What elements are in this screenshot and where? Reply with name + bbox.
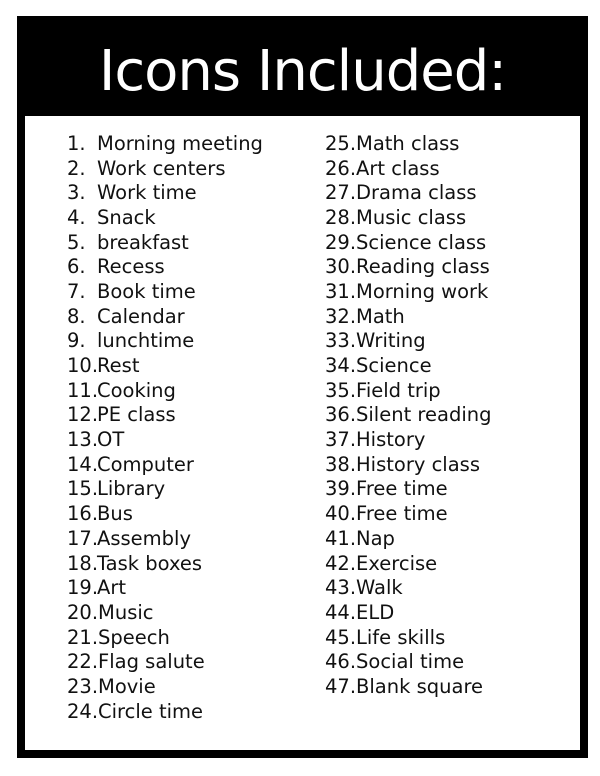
list-item-number: 7. xyxy=(67,279,86,303)
list-item-number: 8. xyxy=(67,304,86,328)
list-item-label: Bus xyxy=(97,502,133,526)
list-item-number: 22. xyxy=(67,650,99,674)
list-item-number: 6. xyxy=(67,255,86,279)
list-item-number: 45. xyxy=(325,625,357,649)
list-item-number: 20. xyxy=(67,600,99,624)
list-item-label: Science class xyxy=(356,230,487,254)
list-item xyxy=(325,353,492,378)
list-item xyxy=(325,526,492,551)
list-item-label: Circle time xyxy=(98,699,204,723)
list-item-number: 2. xyxy=(67,156,86,180)
list-item-number: 35. xyxy=(325,378,357,402)
list-item xyxy=(325,156,492,181)
list-item-label: Movie xyxy=(98,674,156,698)
list-item-number: 15. xyxy=(67,477,99,501)
list-item-label: Drama class xyxy=(356,181,477,205)
list-item-label: ELD xyxy=(356,600,395,624)
list-item-number: 30. xyxy=(325,255,357,279)
list-item-label: Silent reading xyxy=(356,403,492,427)
list-item xyxy=(325,649,492,674)
list-item-number: 26. xyxy=(325,156,357,180)
list-item xyxy=(67,477,263,502)
list-item xyxy=(67,551,263,576)
list-item-number: 1. xyxy=(67,131,86,155)
list-item-number: 38. xyxy=(325,452,357,476)
list-item-label: lunchtime xyxy=(97,329,195,353)
list-item-number: 28. xyxy=(325,205,357,229)
list-item-label: Art class xyxy=(356,156,440,180)
list-item-label: Music class xyxy=(356,205,467,229)
list-item-label: Book time xyxy=(97,279,196,303)
list-item xyxy=(325,254,492,279)
list-item-number: 10. xyxy=(67,354,99,378)
list-item-number: 17. xyxy=(67,526,99,550)
list-item-label: Math xyxy=(356,304,405,328)
list-item-number: 25. xyxy=(325,131,357,155)
list-item xyxy=(67,600,263,625)
page-title: Icons Included: xyxy=(98,39,507,104)
list-item-label: OT xyxy=(97,428,125,452)
list-item xyxy=(67,674,263,699)
title-banner xyxy=(25,24,580,116)
list-item-label: Flag salute xyxy=(98,650,205,674)
list-item-label: PE class xyxy=(97,403,176,427)
list-item-number: 42. xyxy=(325,551,357,575)
list-item xyxy=(67,378,263,403)
list-item-number: 47. xyxy=(325,674,357,698)
list-item-number: 3. xyxy=(67,181,86,205)
list-item xyxy=(67,649,263,674)
list-item xyxy=(67,427,263,452)
list-item xyxy=(67,180,263,205)
list-item xyxy=(67,205,263,230)
list-item xyxy=(325,279,492,304)
list-item-label: Social time xyxy=(356,650,465,674)
list-item-label: Blank square xyxy=(356,674,484,698)
list-item-number: 14. xyxy=(67,452,99,476)
list-item xyxy=(67,699,263,724)
list-item-label: Nap xyxy=(356,526,395,550)
list-item-label: Rest xyxy=(97,354,140,378)
list-item-number: 44. xyxy=(325,600,357,624)
list-item-number: 43. xyxy=(325,576,357,600)
list-item-label: Reading class xyxy=(356,255,490,279)
list-item-label: Speech xyxy=(98,625,170,649)
list-item-label: Library xyxy=(97,477,166,501)
list-item-label: Writing xyxy=(356,329,426,353)
list-item-label: Snack xyxy=(97,205,156,229)
list-item-label: Task boxes xyxy=(97,551,203,575)
list-item-number: 24. xyxy=(67,699,99,723)
list-item xyxy=(325,501,492,526)
list-item-label: Science xyxy=(356,354,432,378)
list-item-label: Recess xyxy=(97,255,165,279)
list-item-number: 4. xyxy=(67,205,86,229)
list-item xyxy=(67,131,263,156)
list-item-number: 11. xyxy=(67,378,99,402)
list-item-label: Walk xyxy=(356,576,403,600)
list-item-number: 34. xyxy=(325,354,357,378)
list-item-number: 23. xyxy=(67,674,99,698)
list-item-number: 13. xyxy=(67,428,99,452)
list-item xyxy=(325,304,492,329)
list-item xyxy=(325,403,492,428)
list-item xyxy=(67,403,263,428)
list-item-label: Computer xyxy=(97,452,194,476)
list-item-number: 21. xyxy=(67,625,99,649)
list-item xyxy=(325,329,492,354)
list-item xyxy=(325,427,492,452)
list-item-number: 19. xyxy=(67,576,99,600)
icon-list-left-column xyxy=(67,131,263,724)
list-item-number: 36. xyxy=(325,403,357,427)
list-item-label: Morning meeting xyxy=(97,131,263,155)
list-item-number: 29. xyxy=(325,230,357,254)
list-item-number: 32. xyxy=(325,304,357,328)
list-item xyxy=(67,304,263,329)
list-item xyxy=(67,230,263,255)
list-item xyxy=(325,205,492,230)
list-item-label: Life skills xyxy=(356,625,446,649)
list-item-label: History class xyxy=(356,452,480,476)
list-item-label: Work time xyxy=(97,181,197,205)
list-item xyxy=(67,625,263,650)
list-item-label: Work centers xyxy=(97,156,226,180)
list-item xyxy=(325,575,492,600)
list-item-label: Free time xyxy=(356,502,448,526)
list-item-label: Art xyxy=(97,576,127,600)
list-item-number: 9. xyxy=(67,329,86,353)
list-item xyxy=(325,230,492,255)
list-item-label: Cooking xyxy=(97,378,176,402)
list-item xyxy=(325,452,492,477)
list-item xyxy=(67,156,263,181)
list-item-label: Calendar xyxy=(97,304,185,328)
list-item xyxy=(67,526,263,551)
list-item xyxy=(325,625,492,650)
list-item-number: 5. xyxy=(67,230,86,254)
list-item xyxy=(325,477,492,502)
list-item-number: 41. xyxy=(325,526,357,550)
list-item xyxy=(67,254,263,279)
list-item-number: 33. xyxy=(325,329,357,353)
list-item xyxy=(67,329,263,354)
list-item xyxy=(325,551,492,576)
list-item-number: 37. xyxy=(325,428,357,452)
list-item xyxy=(67,279,263,304)
list-item xyxy=(67,501,263,526)
list-item-label: Morning work xyxy=(356,279,489,303)
list-item-number: 12. xyxy=(67,403,99,427)
list-item-label: Assembly xyxy=(97,526,191,550)
page-frame xyxy=(17,16,588,758)
list-item-label: breakfast xyxy=(97,230,189,254)
list-item-number: 18. xyxy=(67,551,99,575)
list-item xyxy=(325,674,492,699)
list-item xyxy=(325,600,492,625)
list-item-label: Math class xyxy=(356,131,460,155)
list-item xyxy=(325,131,492,156)
list-item xyxy=(67,353,263,378)
list-item-label: Free time xyxy=(356,477,448,501)
list-item-number: 40. xyxy=(325,502,357,526)
list-item xyxy=(67,452,263,477)
list-item-number: 16. xyxy=(67,502,99,526)
list-item-label: History xyxy=(356,428,426,452)
list-item-label: Field trip xyxy=(356,378,441,402)
list-item-label: Exercise xyxy=(356,551,438,575)
icon-list-right-column xyxy=(325,131,492,699)
list-item xyxy=(325,180,492,205)
list-item-label: Music xyxy=(98,600,154,624)
list-item xyxy=(67,575,263,600)
list-item xyxy=(325,378,492,403)
list-item-number: 46. xyxy=(325,650,357,674)
list-item-number: 31. xyxy=(325,279,357,303)
list-item-number: 27. xyxy=(325,181,357,205)
list-item-number: 39. xyxy=(325,477,357,501)
